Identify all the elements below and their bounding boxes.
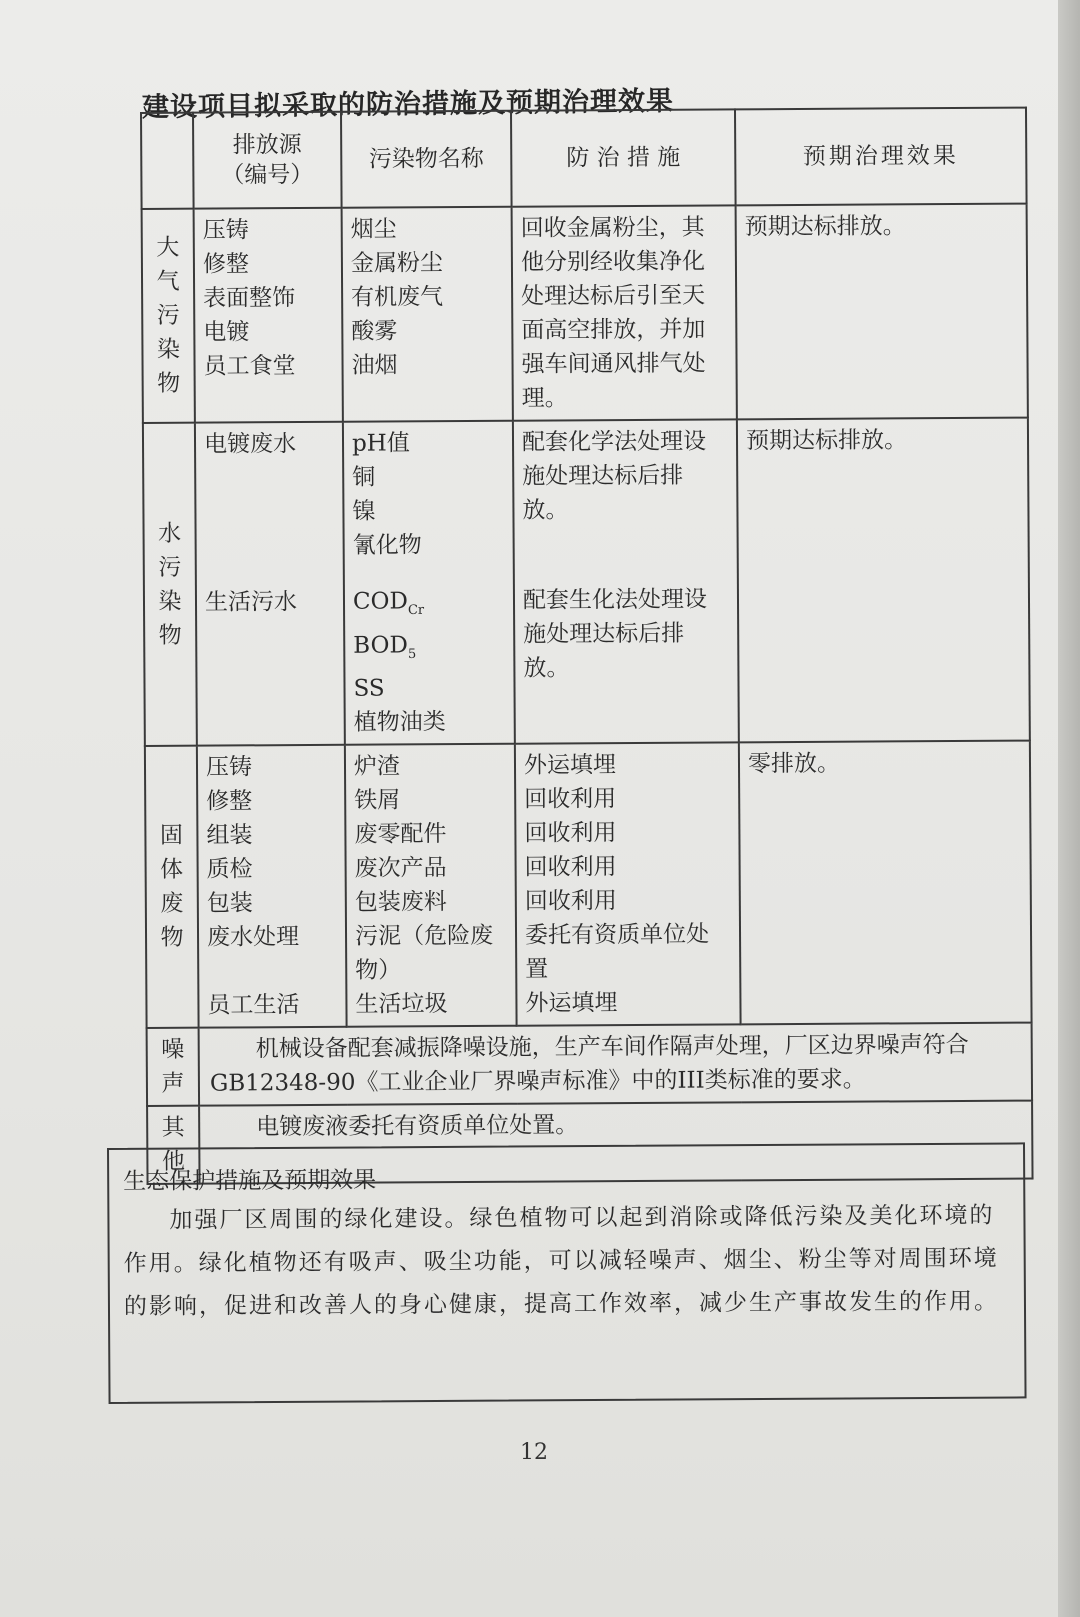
air-effect: 预期达标排放。 — [736, 204, 1028, 420]
water-category-char: 物 — [158, 622, 182, 649]
water-effect: 预期达标排放。 — [737, 418, 1030, 743]
measures-table-wrapper — [140, 107, 1032, 1186]
document-title: 建设项目拟采取的防治措施及预期治理效果 — [141, 85, 675, 124]
solid-effect: 零排放。 — [739, 741, 1032, 1025]
list-item — [353, 671, 505, 706]
list-item: 回收利用 — [524, 786, 617, 813]
list-item: 废水处理 — [206, 924, 300, 951]
list-item: 铜 — [352, 464, 376, 491]
noise-category — [147, 1028, 199, 1106]
list-item: 回收利用 — [524, 854, 617, 881]
list-item: 氰化物 — [352, 532, 422, 559]
header-source — [193, 112, 342, 209]
air-category-char: 染 — [156, 336, 181, 363]
list-item: 生活污水 — [204, 589, 298, 616]
list-item: 生活垃圾 — [355, 991, 448, 1018]
pollutant-base: SS — [353, 675, 385, 702]
water-measure-2: 配套生化法处理设施处理达标后排放。 — [522, 586, 708, 682]
other-text: 电镀废液委托有资质单位处置。 — [199, 1101, 1032, 1184]
list-item: 委托有资质单位处置 — [524, 921, 710, 983]
air-pollutants — [342, 207, 513, 422]
pollutant-base: COD — [352, 588, 408, 615]
air-category-char: 污 — [156, 302, 180, 329]
spacer — [353, 562, 505, 585]
list-item: 压铸 — [205, 754, 253, 781]
water-category-char: 水 — [157, 520, 182, 547]
noise-category-char: 噪 — [161, 1036, 185, 1064]
spacer — [205, 529, 335, 564]
other-category-char: 其 — [161, 1114, 185, 1142]
list-item — [354, 705, 506, 740]
header-source-label: 排放源 — [232, 132, 302, 159]
list-item: 员工生活 — [207, 992, 300, 1019]
air-measures: 回收金属粉尘，其他分别经收集净化处理达标后引至天面高空排放，并加强车间通风排气处理。 — [512, 205, 737, 420]
spacer — [204, 461, 334, 496]
solid-category — [145, 746, 199, 1028]
water-category — [143, 423, 197, 746]
page-number: 12 — [520, 1440, 548, 1465]
header-measures: 防 治 措 施 — [511, 109, 736, 206]
eco-text: 加强厂区周围的绿化建设。绿色植物可以起到消除或降低污染及美化环境的作用。绿化植物还有吸声、吸尘功能，可以减轻噪声、烟尘、粉尘等对周围环境的影响，促进和改善人的身心健康，提高工作效率，减少生产事故发生的作用。 — [123, 1202, 1000, 1320]
solid-row — [145, 741, 1032, 1028]
list-item: 组装 — [206, 822, 253, 849]
list-item: 废零配件 — [354, 821, 447, 848]
list-item: 包装 — [206, 890, 253, 917]
other-category-char: 他 — [161, 1148, 185, 1176]
pollutant-base: 植物油类 — [353, 709, 446, 736]
air-category-char: 大 — [156, 234, 180, 261]
list-item: 压铸 — [202, 217, 249, 244]
water-row — [143, 418, 1030, 747]
water-category-char: 染 — [158, 588, 182, 615]
list-item: 烟尘 — [350, 216, 397, 243]
list-item: 镍 — [352, 498, 376, 525]
air-row — [142, 204, 1028, 423]
list-item: 表面整饰 — [203, 285, 296, 312]
solid-sources — [197, 745, 347, 1028]
solid-category-char: 物 — [160, 924, 184, 952]
pollutant-sub: 5 — [407, 646, 417, 662]
list-item: 污泥（危险废物） — [354, 923, 494, 984]
list-item: 废次产品 — [354, 855, 447, 882]
air-category — [142, 209, 195, 423]
list-item: pH值 — [351, 430, 410, 457]
water-pollutants — [343, 421, 515, 745]
list-item: 回收利用 — [524, 820, 617, 847]
spacer — [207, 954, 337, 989]
list-item: 铁屑 — [354, 787, 401, 814]
water-measure-1: 配套化学法处理设施处理达标后排放。 — [521, 428, 707, 524]
list-item: 酸雾 — [351, 318, 398, 345]
list-item: 员工食堂 — [203, 353, 296, 380]
water-measures — [513, 419, 739, 744]
air-category-char: 气 — [156, 268, 180, 295]
list-item: 回收利用 — [524, 888, 617, 915]
solid-category-char: 体 — [160, 856, 184, 884]
eco-section — [107, 1142, 1027, 1404]
header-blank — [141, 113, 194, 209]
list-item: 外运填埋 — [523, 752, 617, 779]
spacer — [523, 526, 729, 583]
list-item — [353, 584, 505, 629]
list-item: 修整 — [202, 251, 250, 278]
list-item: 电镀 — [203, 319, 250, 346]
water-sources — [195, 422, 345, 746]
list-item: 金属粉尘 — [350, 250, 444, 277]
page-edge — [1058, 0, 1080, 1617]
table-header-row — [141, 108, 1027, 209]
air-category-char: 物 — [157, 370, 181, 397]
pollutant-base: BOD — [353, 631, 408, 659]
eco-title: 生态保护措施及预期效果 — [123, 1167, 377, 1195]
noise-text: 机械设备配套减振降噪设施，生产车间作隔声处理，厂区边界噪声符合GB12348-90《工业企业厂界噪声标准》中的III类标准的要求。 — [199, 1023, 1032, 1106]
list-item — [353, 627, 505, 672]
list-item: 电镀废水 — [203, 431, 297, 458]
list-item: 修整 — [206, 788, 253, 815]
solid-measures — [515, 743, 741, 1026]
noise-row — [147, 1023, 1032, 1106]
eco-box — [107, 1142, 1027, 1404]
spacer — [204, 495, 334, 530]
list-item: 外运填埋 — [525, 990, 618, 1017]
header-effect: 预期治理效果 — [735, 108, 1027, 206]
measures-table — [140, 107, 1034, 1186]
solid-category-char: 固 — [159, 822, 184, 850]
header-pollutant: 污染物名称 — [341, 111, 512, 208]
list-item: 质检 — [206, 856, 253, 883]
water-category-char: 污 — [158, 554, 182, 581]
air-sources — [194, 208, 343, 423]
list-item: 油烟 — [351, 352, 398, 379]
solid-pollutants — [345, 744, 517, 1027]
solid-category-char: 废 — [160, 890, 184, 918]
list-item: 有机废气 — [351, 284, 444, 311]
spacer — [205, 563, 335, 586]
header-source-sub: （编号） — [221, 161, 314, 189]
list-item: 包装废料 — [354, 889, 447, 916]
noise-category-char: 声 — [161, 1070, 185, 1098]
list-item: 炉渣 — [353, 753, 401, 780]
pollutant-sub: Cr — [407, 602, 425, 618]
